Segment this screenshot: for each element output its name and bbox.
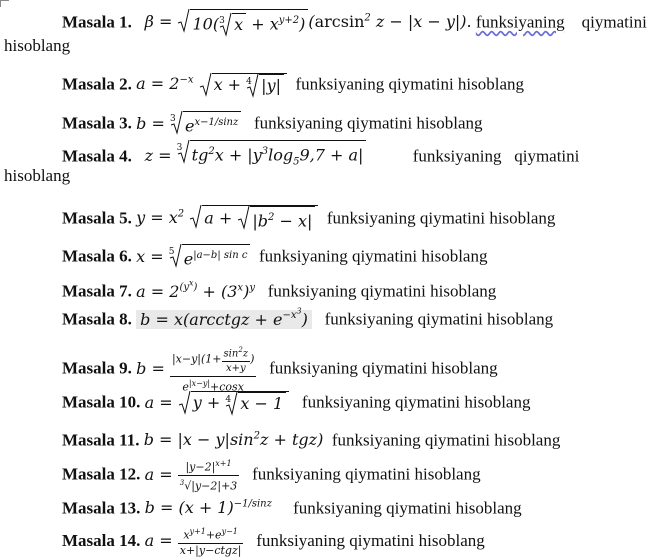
problem-12-label: Masala 12. [62,464,141,484]
problem-7-suffix: funksiyaning qiymatini hisoblang [267,281,497,301]
problem-4 [62,140,579,174]
problem-6 [62,244,487,270]
problem-5-suffix: funksiyaning qiymatini hisoblang [326,208,556,228]
problem-2 [62,70,524,97]
problem-10 [62,391,530,415]
problem-11 [62,426,560,451]
problem-5-formula: $y = x^2$ a + $|b^2 - x|$ [136,208,318,227]
problem-13-label: Masala 13. [62,498,141,518]
problem-6-label: Masala 6. [62,246,132,266]
problem-7-formula: $a = 2^{(y^x)} + (3^x)^y$ [136,279,255,301]
problem-13-formula: $b = (x + 1)^{-1/sinz}$ [144,498,272,518]
problem-11-suffix: funksiyaning qiymatini hisoblang [331,430,561,450]
problem-10-label: Masala 10. [62,392,141,412]
problem-10-formula: a = y + 4 x − 1 [145,393,290,412]
problem-8-formula: b = x(arcctgz + $e^{-x^3}$) [136,310,312,329]
problem-8-label: Masala 8. [62,309,132,329]
problem-14 [62,526,485,557]
problem-1 [62,8,647,36]
problem-1-suffix-rest: qiymatini [581,12,647,32]
text-cursor-mark [0,0,9,7]
problem-4-suffix-word: funksiyaning [412,146,502,166]
problem-9-formula: b = |x−y|(1+ $\frac{\sin^2z}{x+y}$ ) $e^{|x-y|}+\cos x$ [136,346,255,394]
problem-11-label: Masala 11. [62,430,140,450]
problem-4-formula: z = 3 $tg^2x + |y^3\log_59,7 + a|$ [145,146,367,165]
problem-6-suffix: funksiyaning qiymatini hisoblang [258,246,488,266]
problem-14-label: Masala 14. [62,530,141,550]
problem-14-suffix: funksiyaning qiymatini hisoblang [256,530,485,550]
problem-2-suffix: funksiyaning qiymatini hisoblang [295,74,525,94]
problem-7 [62,273,496,303]
problem-8 [62,301,553,331]
problem-5-label: Masala 5. [62,208,132,228]
problem-7-label: Masala 7. [62,281,132,301]
problem-13-suffix: funksiyaning qiymatini hisoblang [293,498,522,518]
problem-6-formula: x = 5 $e^{|a-b| sin c}$ [136,247,250,266]
problem-11-formula: $b = |x - y|\sin^2z + tgz$) [143,430,324,450]
problem-14-formula: a = $\frac{x^{y+1}+e^{y-1}}{\text{x+|y−ctgz|}}$ [144,527,242,557]
problem-1-wrap-text: hisoblang [4,36,71,55]
problem-12 [62,458,481,492]
problem-3-label: Masala 3. [62,113,132,133]
problem-12-formula: a = $\frac{|y-2|^{x+1}}{^3√|y-2|+3}$ [144,459,238,493]
problem-2-formula: $a = 2^{-x}$ x + 4 |y| [136,74,287,93]
problem-8-suffix: funksiyaning qiymatini hisoblang [324,309,554,329]
problem-2-label: Masala 2. [62,74,132,94]
problem-4-wrap [4,165,70,187]
problem-9 [62,344,498,394]
problem-1-wrap [4,35,70,57]
problem-9-suffix: funksiyaning qiymatini hisoblang [269,358,498,378]
problem-1-formula: β = 10( 3 $x + x^{y+2}$) ($\arcsin^2$ z − |x − y|). [145,12,472,31]
problem-12-suffix: funksiyaning qiymatini hisoblang [252,464,481,484]
problem-9-label: Masala 9. [62,358,132,378]
problem-4-suffix-rest: qiymatini [514,146,580,166]
problem-13 [62,494,522,519]
problem-3 [62,111,483,137]
problem-5 [62,204,555,232]
problem-3-suffix: funksiyaning qiymatini hisoblang [253,113,483,133]
problem-10-suffix: funksiyaning qiymatini hisoblang [301,392,531,412]
problem-3-formula: b = 3 $e^{x-1/sinz}$ [136,114,241,133]
problem-1-label: Masala 1. [62,12,132,32]
problem-4-label: Masala 4. [62,146,132,166]
problem-4-wrap-text: hisoblang [4,166,71,185]
problem-1-suffix-word: funksiyaning [475,12,565,32]
